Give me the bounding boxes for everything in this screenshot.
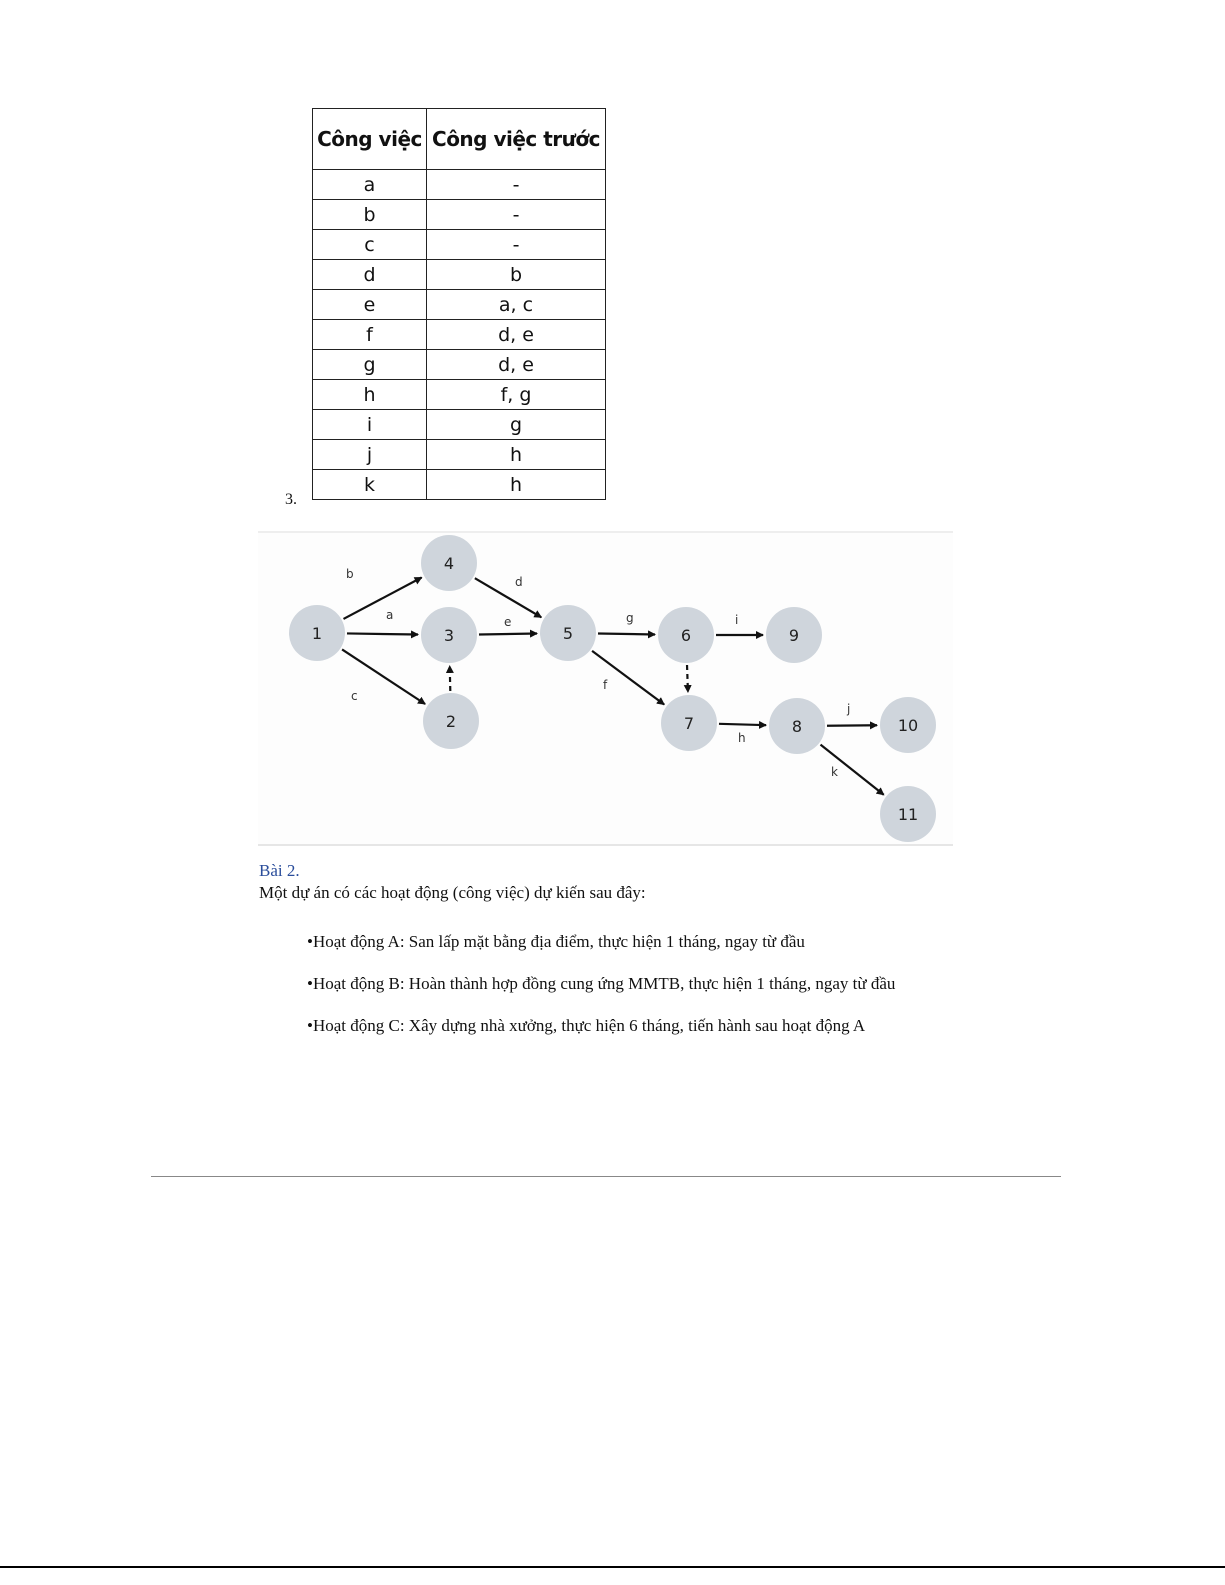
edge-6-7 bbox=[687, 665, 688, 692]
edge-label: g bbox=[626, 611, 634, 625]
task-cell: j bbox=[313, 440, 427, 470]
edge-7-8 bbox=[719, 724, 766, 725]
table-row bbox=[313, 170, 606, 200]
task-cell: b bbox=[313, 200, 427, 230]
edge-3-5 bbox=[479, 634, 537, 635]
predecessor-table bbox=[312, 108, 606, 500]
bullet-activity-c: •Hoạt động C: Xây dựng nhà xưởng, thực hiện 6 tháng, tiến hành sau hoạt động A bbox=[307, 1016, 866, 1035]
task-cell: i bbox=[313, 410, 427, 440]
edge-label: e bbox=[504, 615, 512, 629]
predecessor-cell: - bbox=[427, 200, 606, 230]
predecessor-cell: - bbox=[427, 230, 606, 260]
table-row bbox=[313, 260, 606, 290]
table-row bbox=[313, 410, 606, 440]
header-task: Công việc bbox=[313, 109, 427, 170]
edge-label: h bbox=[738, 731, 746, 745]
edge-2-3 bbox=[450, 666, 451, 691]
task-cell: d bbox=[313, 260, 427, 290]
table-row bbox=[313, 320, 606, 350]
task-cell: k bbox=[313, 470, 427, 500]
edge-4-5 bbox=[475, 578, 541, 617]
table-row bbox=[313, 290, 606, 320]
item-number: 3. bbox=[285, 491, 297, 508]
edge-label: b bbox=[346, 567, 354, 581]
task-cell: e bbox=[313, 290, 427, 320]
task-cell: c bbox=[313, 230, 427, 260]
bullet-activity-b: •Hoạt động B: Hoàn thành hợp đồng cung ứng MMTB, thực hiện 1 tháng, ngay từ đầu bbox=[307, 974, 896, 993]
table-row bbox=[313, 200, 606, 230]
node-label: 3 bbox=[443, 626, 455, 645]
table-row bbox=[313, 230, 606, 260]
task-cell: f bbox=[313, 320, 427, 350]
predecessor-cell: f, g bbox=[427, 380, 606, 410]
edge-label: k bbox=[831, 765, 838, 779]
node-label: 6 bbox=[680, 626, 692, 645]
section-intro: Một dự án có các hoạt động (công việc) dự kiến sau đây: bbox=[259, 883, 646, 902]
table-row bbox=[313, 470, 606, 500]
predecessor-cell: a, c bbox=[427, 290, 606, 320]
task-cell: a bbox=[313, 170, 427, 200]
network-diagram bbox=[258, 531, 953, 846]
edge-label: i bbox=[735, 613, 739, 627]
predecessor-cell: d, e bbox=[427, 320, 606, 350]
predecessor-cell: d, e bbox=[427, 350, 606, 380]
node-label: 10 bbox=[897, 716, 919, 735]
node-label: 2 bbox=[445, 712, 457, 731]
predecessor-cell: h bbox=[427, 470, 606, 500]
node-label: 7 bbox=[683, 714, 695, 733]
edge-5-6 bbox=[598, 634, 655, 635]
edge-label: a bbox=[386, 608, 394, 622]
node-label: 5 bbox=[562, 624, 574, 643]
edge-1-3 bbox=[347, 633, 418, 634]
edge-1-4 bbox=[344, 578, 422, 619]
page-bottom-edge bbox=[0, 1566, 1225, 1568]
node-label: 4 bbox=[443, 554, 455, 573]
page-divider bbox=[151, 1176, 1061, 1177]
edge-label: c bbox=[351, 689, 358, 703]
node-label: 8 bbox=[791, 717, 803, 736]
predecessor-cell: g bbox=[427, 410, 606, 440]
section-title: Bài 2. bbox=[259, 861, 300, 880]
table-row bbox=[313, 350, 606, 380]
predecessor-cell: h bbox=[427, 440, 606, 470]
node-label: 11 bbox=[897, 805, 919, 824]
header-predecessor: Công việc trước bbox=[427, 109, 606, 170]
predecessor-cell: b bbox=[427, 260, 606, 290]
predecessor-cell: - bbox=[427, 170, 606, 200]
node-label: 9 bbox=[788, 626, 800, 645]
edge-label: j bbox=[847, 702, 851, 716]
task-cell: h bbox=[313, 380, 427, 410]
edge-label: f bbox=[603, 678, 608, 692]
table-row bbox=[313, 440, 606, 470]
task-cell: g bbox=[313, 350, 427, 380]
table-row bbox=[313, 380, 606, 410]
node-label: 1 bbox=[311, 624, 323, 643]
edge-label: d bbox=[515, 575, 523, 589]
bullet-activity-a: •Hoạt động A: San lấp mặt bằng địa điểm, thực hiện 1 tháng, ngay từ đầu bbox=[307, 932, 805, 951]
edge-8-11 bbox=[821, 745, 884, 795]
